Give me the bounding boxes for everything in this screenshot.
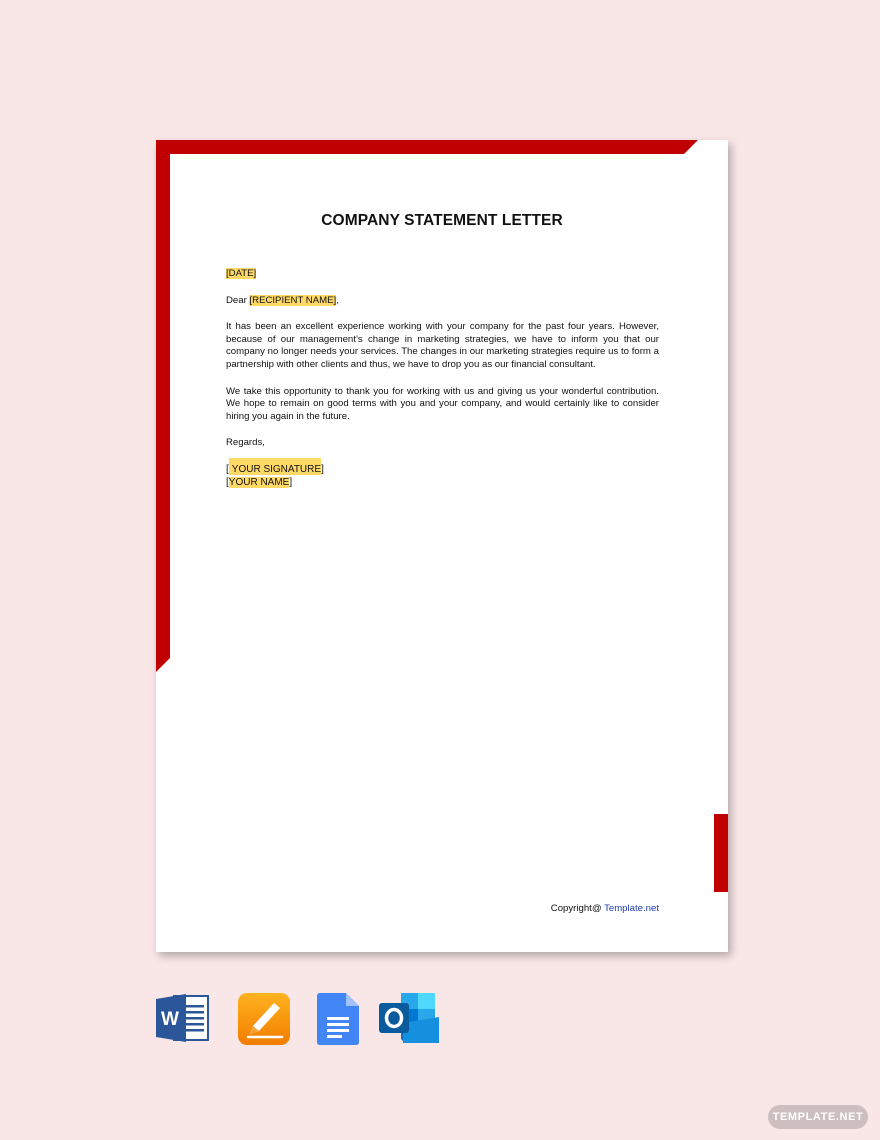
paragraph-2: We take this opportunity to thank you for working with us and giving us your wonderful contribution. We hope to remain on good terms with you and your company, and would certainly like to consider hiring you again in the future. [226, 385, 659, 422]
name-placeholder: YOUR NAME [228, 476, 290, 488]
outlook-icon[interactable] [379, 993, 439, 1043]
frame-right-accent [714, 814, 728, 892]
copyright-link[interactable]: Template.net [604, 903, 659, 914]
date-placeholder: [DATE] [226, 268, 257, 279]
copyright-line [551, 903, 659, 914]
google-docs-icon[interactable] [317, 993, 359, 1045]
salutation-prefix: Dear [226, 294, 250, 306]
letter-title: COMPANY STATEMENT LETTER [321, 212, 563, 229]
letter-page [156, 140, 728, 952]
closing: Regards, [226, 437, 265, 449]
template-net-badge: TEMPLATE.NET [768, 1105, 868, 1129]
svg-text:W: W [161, 1009, 179, 1030]
recipient-placeholder: [RECIPIENT NAME] [249, 294, 337, 306]
pages-icon[interactable] [238, 993, 290, 1045]
signature-line [226, 464, 659, 477]
signature-close-bracket: ] [321, 463, 324, 475]
salutation-suffix: , [336, 294, 339, 306]
paragraph-1: It has been an excellent experience working with your company for the past four years. However, because of our management’s change in marketing strategies, we have to inform you that our company no longer needs your services. The changes in our marketing strategies require us to form a partnership with other clients and thus, we have to drop you as our financial consultant. [226, 321, 659, 370]
name-open-bracket: [ [226, 476, 229, 488]
name-close-bracket: ] [289, 476, 293, 488]
frame-top-bar [156, 140, 698, 154]
salutation [226, 295, 659, 308]
word-icon[interactable] [156, 993, 210, 1043]
signature-placeholder: YOUR SIGNATURE [229, 458, 321, 475]
signature-open-bracket: [ [226, 463, 229, 475]
letter-body [226, 268, 659, 489]
date-line [226, 268, 659, 281]
name-line [226, 477, 659, 490]
copyright-prefix: Copyright@ [550, 903, 605, 914]
